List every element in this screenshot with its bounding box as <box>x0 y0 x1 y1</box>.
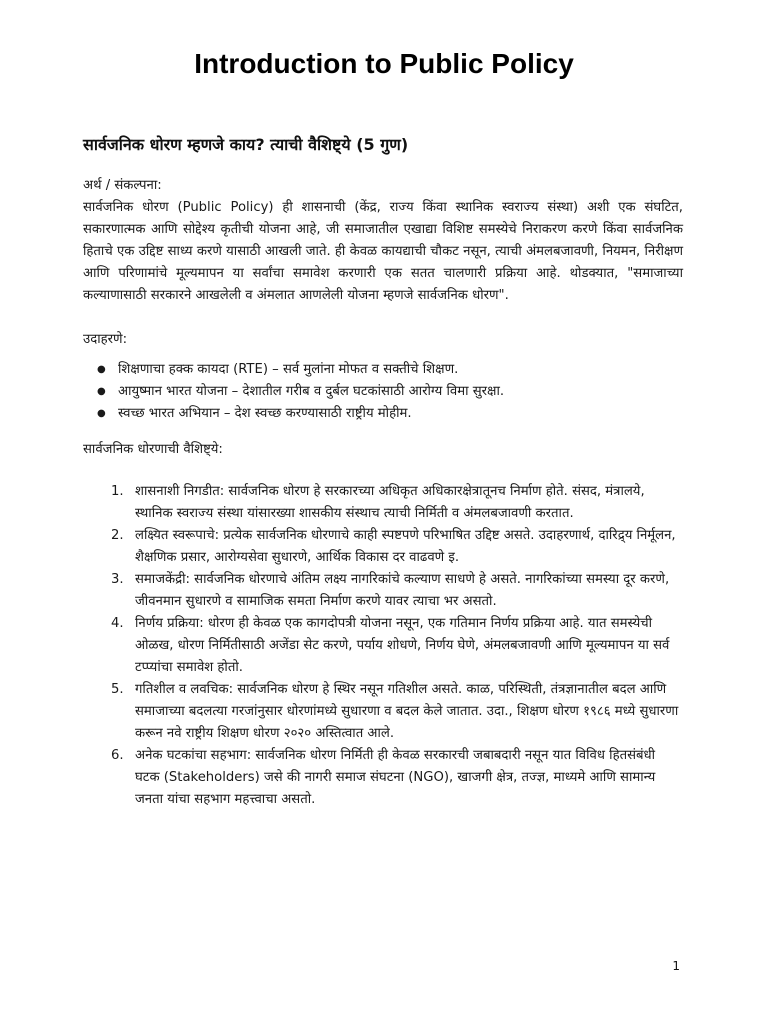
document-body <box>83 175 683 811</box>
meaning-paragraph: सार्वजनिक धोरण (Public Policy) ही शासनाची (केंद्र, राज्य किंवा स्थानिक स्वराज्य संस्था) अशी एक संघटित, सकारणात्मक आणि सोद्देश्य कृतीची योजना आहे, जी समाजातील एखाद्या विशिष्ट समस्येचे निराकरण करणे किंवा सार्वजनिक हिताचे एक उद्दिष्ट साध्य करणे यासाठी आखली जाते. ही केवळ कायद्याची चौकट नसून, त्याची अंमलबजावणी, नियमन, निरीक्षण आणि परिणामांचे मूल्यमापन या सर्वांचा समावेश करणारी एक सतत चालणारी प्रक्रिया आहे. थोडक्यात, "समाजाच्या कल्याणासाठी सरकारने आखलेली व अंमलात आणलेली योजना म्हणजे सार्वजनिक धोरण". <box>83 200 683 303</box>
list-item: ● स्वच्छ भारत अभियान – देश स्वच्छ करण्यासाठी राष्ट्रीय मोहीम. <box>118 403 683 425</box>
list-number: 2. <box>111 528 124 543</box>
page-number: 1 <box>672 959 680 973</box>
list-item <box>111 569 683 613</box>
list-item <box>111 679 683 745</box>
list-number: 3. <box>111 572 124 587</box>
list-item <box>111 745 683 811</box>
question-heading: सार्वजनिक धोरण म्हणजे काय? त्याची वैशिष्ट्ये (5 गुण) <box>83 135 409 154</box>
list-item <box>111 525 683 569</box>
spacer <box>83 307 683 329</box>
list-number: 6. <box>111 748 124 763</box>
spacer <box>83 425 683 439</box>
list-item-text: गतिशील व लवचिक: सार्वजनिक धोरण हे स्थिर नसून गतिशील असते. काळ, परिस्थिती, तंत्रज्ञानातील बदल आणि समाजाच्या बदलत्या गरजांनुसार धोरणांमध्ये सुधारणा व बदल केले जातात. उदा., शिक्षण धोरण १९८६ मध्ये सुधारणा करून नवे राष्ट्रीय शिक्षण धोरण २०२० अस्तित्वात आले. <box>135 682 679 741</box>
list-number: 5. <box>111 682 124 697</box>
list-number: 4. <box>111 616 124 631</box>
features-label: सार्वजनिक धोरणाची वैशिष्ट्ये: <box>83 442 223 457</box>
page-title: Introduction to Public Policy <box>194 48 574 79</box>
examples-list <box>83 359 683 425</box>
list-item: ● शिक्षणाचा हक्क कायदा (RTE) – सर्व मुलांना मोफत व सक्तीचे शिक्षण. <box>118 359 683 381</box>
list-item-text: शासनाशी निगडीत: सार्वजनिक धोरण हे सरकारच्या अधिकृत अधिकारक्षेत्रातूनच निर्माण होते. संसद, मंत्रालये, स्थानिक स्वराज्य संस्था यांसारख्या शासकीय संस्थाच त्याची निर्मिती व अंमलबजावणी करतात. <box>135 484 645 521</box>
list-item-text: लक्ष्यित स्वरूपाचे: प्रत्येक सार्वजनिक धोरणाचे काही स्पष्टपणे परिभाषित उद्दिष्ट असते. उदाहरणार्थ, दारिद्र्य निर्मूलन, शैक्षणिक प्रसार, आरोग्यसेवा सुधारणे, आर्थिक विकास दर वाढवणे इ. <box>135 528 676 565</box>
list-item-text: अनेक घटकांचा सहभाग: सार्वजनिक धोरण निर्मिती ही केवळ सरकारची जबाबदारी नसून यात विविध हितसंबंधी घटक (Stakeholders) जसे की नागरी समाज संघटना (NGO), खाजगी क्षेत्र, तज्ज्ञ, माध्यमे आणि सामान्य जनता यांचा सहभाग महत्त्वाचा असतो. <box>135 748 656 807</box>
list-item <box>111 613 683 679</box>
list-number: 1. <box>111 484 124 499</box>
meaning-label: अर्थ / संकल्पना: <box>83 178 162 193</box>
list-item-text: निर्णय प्रक्रिया: धोरण ही केवळ एक कागदोपत्री योजना नसून, एक गतिमान निर्णय प्रक्रिया आहे. यात समस्येची ओळख, धोरण निर्मितीसाठी अजेंडा सेट करणे, पर्याय शोधणे, निर्णय घेणे, अंमलबजावणी आणि मूल्यमापन या सर्व टप्प्यांचा समावेश होतो. <box>135 616 670 675</box>
features-list <box>83 481 683 811</box>
list-item: ● आयुष्मान भारत योजना – देशातील गरीब व दुर्बल घटकांसाठी आरोग्य विमा सुरक्षा. <box>118 381 683 403</box>
list-item-text: समाजकेंद्री: सार्वजनिक धोरणाचे अंतिम लक्ष्य नागरिकांचे कल्याण साधणे हे असते. नागरिकांच्या समस्या दूर करणे, जीवनमान सुधारणे व सामाजिक समता निर्माण करणे यावर त्याचा भर असतो. <box>135 572 670 609</box>
list-item <box>111 481 683 525</box>
examples-label: उदाहरणे: <box>83 332 128 347</box>
